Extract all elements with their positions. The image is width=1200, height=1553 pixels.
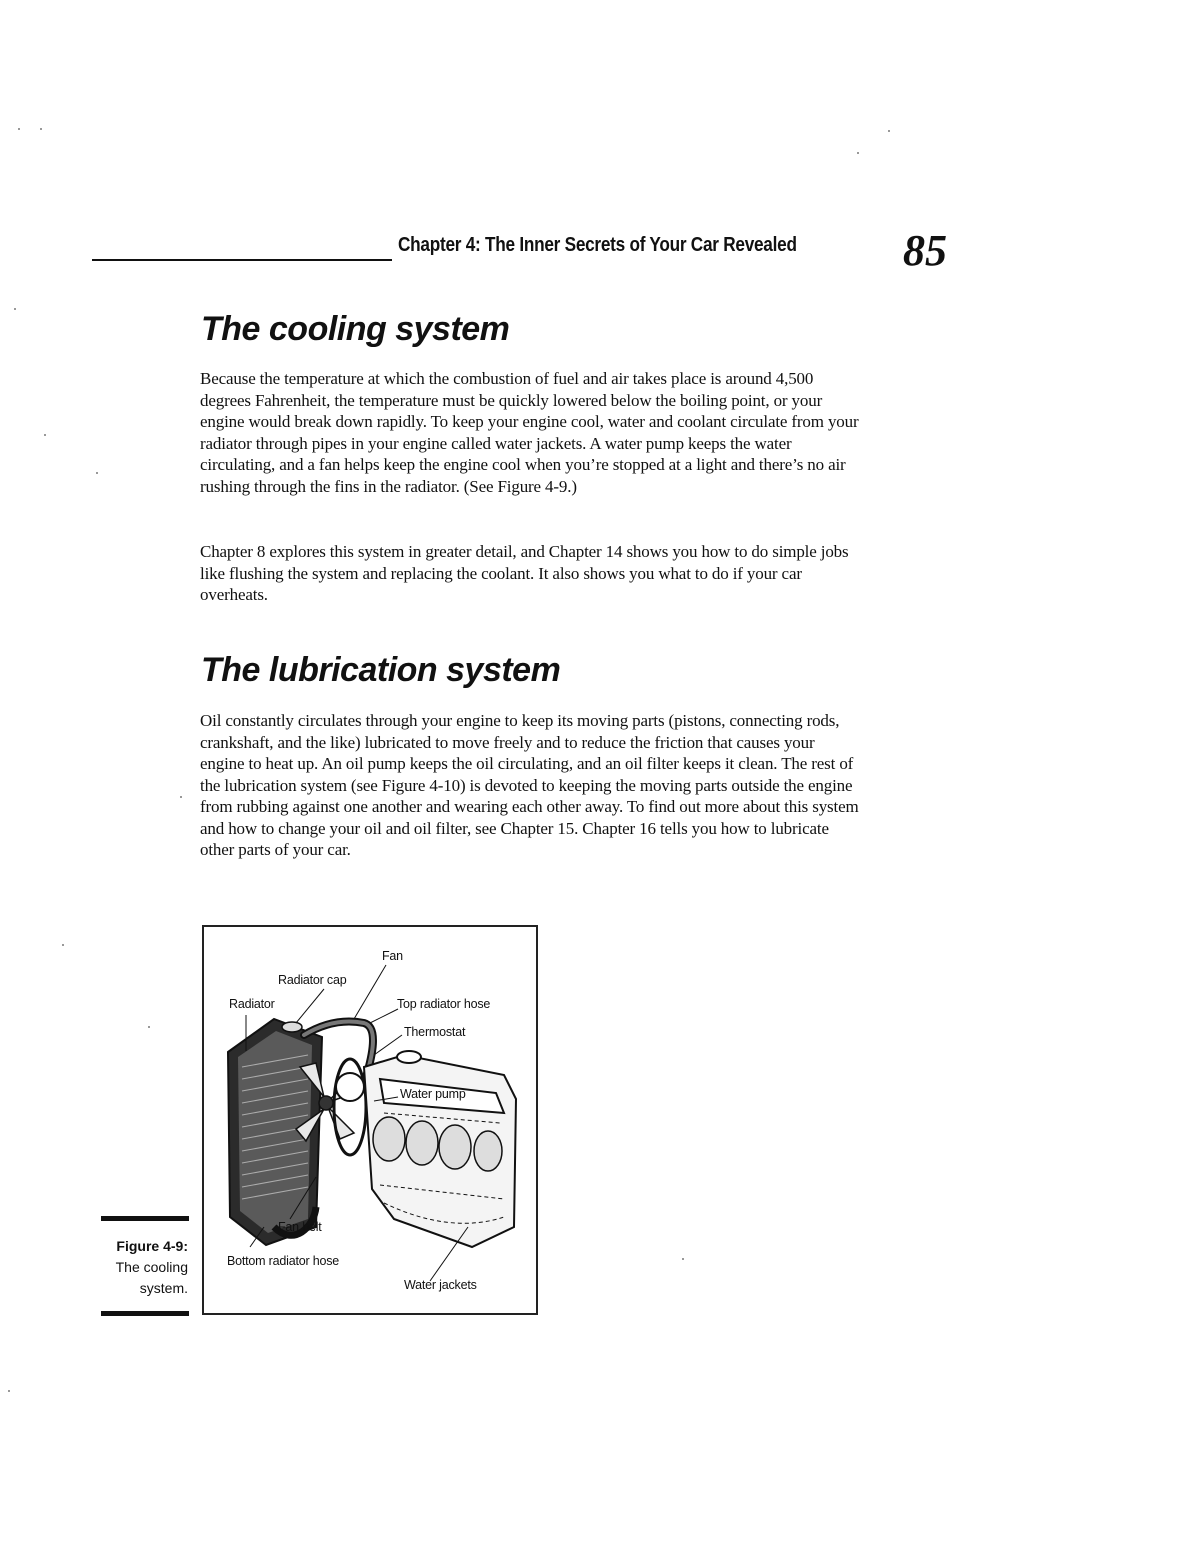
scan-speck [44,434,46,436]
running-head: Chapter 4: The Inner Secrets of Your Car Revealed [398,234,797,256]
caption-rule-bottom [101,1311,189,1316]
callout-bottom-radiator-hose: Bottom radiator hose [227,1254,340,1268]
scan-speck [40,128,42,130]
figure-cooling-system [202,925,538,1315]
scan-speck [96,472,98,474]
scan-speck [62,944,64,946]
scan-speck [8,1390,10,1392]
figure-caption-text: The cooling system. [115,1259,188,1296]
figure-caption [92,1236,188,1299]
caption-rule-top [101,1216,189,1221]
callout-radiator-cap: Radiator cap [278,973,347,987]
callout-radiator: Radiator [229,997,275,1011]
section-heading-cooling: The cooling system [201,310,510,348]
header-rule [92,259,392,261]
scan-speck [18,128,20,130]
paragraph: Chapter 8 explores this system in greater detail, and Chapter 14 shows you how to do simple jobs like flushing the system and replacing the coolant. It also shows you what to do if your car overheats. [200,542,849,604]
scan-speck [888,130,890,132]
scan-speck [682,1258,684,1260]
paragraph: Oil constantly circulates through your engine to keep its moving parts (pistons, connecting rods, crankshaft, and the like) lubricated to move freely and to reduce the friction that causes your engine to heat up. An oil pump keeps the oil circulating, and an oil filter keeps it clean. The rest of the lubrication system (see Figure 4-10) is devoted to keeping the moving parts outside the engine from rubbing against one another and wearing each other away. To find out more about this system and how to change your oil and oil filter, see Chapter 15. Chapter 16 tells you how to lubricate other parts of your car. [200,711,859,859]
paragraph: Because the temperature at which the combustion of fuel and air takes place is around 4,500 degrees Fahrenheit, the temperature must be quickly lowered below the boiling point, or your engine would break down rapidly. To keep your engine cool, water and coolant circulate from your radiator through pipes in your engine called water jackets. A water pump keeps the water circulating, and a fan helps keep the engine cool when you’re stopped at a light and there’s no air rushing through the fins in the radiator. (See Figure 4-9.) [200,369,859,496]
section-heading-lubrication: The lubrication system [201,651,561,689]
callout-fan: Fan [382,949,403,963]
callout-water-pump: Water pump [400,1087,466,1101]
scan-speck [180,796,182,798]
figure-label: Figure 4-9: [116,1238,188,1254]
page-number: 85 [903,226,947,275]
callout-water-jackets: Water jackets [404,1278,477,1292]
callout-thermostat: Thermostat [404,1025,466,1039]
scan-speck [148,1026,150,1028]
scan-speck [14,308,16,310]
scan-speck [857,152,859,154]
callout-top-radiator-hose: Top radiator hose [397,997,491,1011]
callout-fan-belt: Fan belt [278,1220,322,1234]
